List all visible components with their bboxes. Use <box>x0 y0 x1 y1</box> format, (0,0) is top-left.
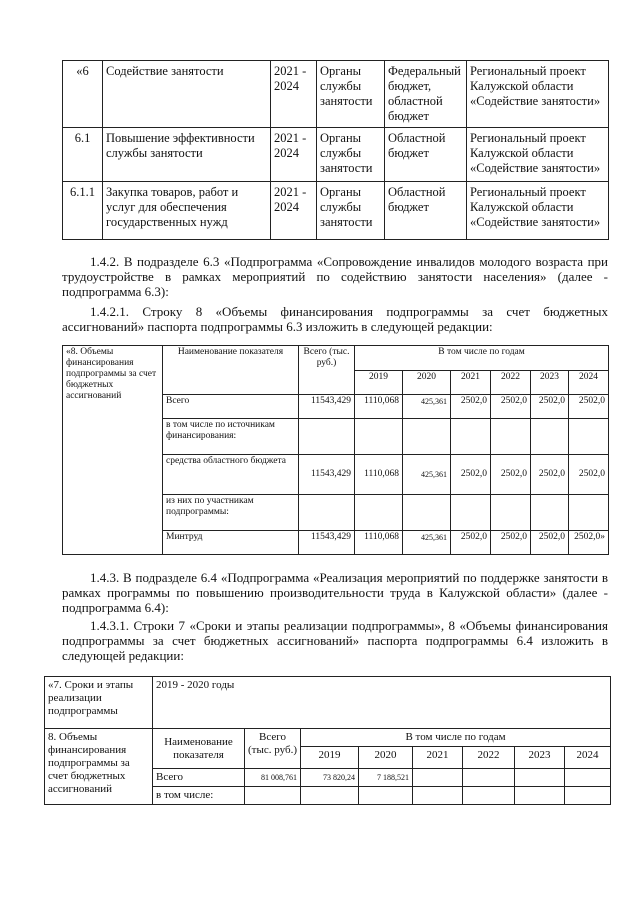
year-header: 2022 <box>491 371 531 395</box>
indicator-label: средства областного бюджета <box>163 455 299 495</box>
years-header: В том числе по годам <box>301 729 611 747</box>
total-header: Всего (тыс. руб.) <box>299 346 355 395</box>
indicator-label: Всего <box>153 769 245 787</box>
year-value: 2502,0 <box>569 455 609 495</box>
passport-table-6-4 <box>44 676 611 805</box>
year-header: 2024 <box>569 371 609 395</box>
year-value: 425,361 <box>403 531 451 555</box>
executor: Органы службы занятости <box>317 182 385 240</box>
year-value: 73 820,24 <box>301 769 359 787</box>
regional-project: Региональный проект Калужской области «Содействие занятости» <box>467 128 609 182</box>
indicator-label: в том числе: <box>153 787 245 805</box>
paragraph-1-4-2-1: 1.4.2.1. Строку 8 «Объемы финансирования подпрограммы за счет бюджетных ассигнований» паспорта подпрограммы 6.3 изложить в следующей редакции: <box>62 304 608 334</box>
year-value: 2502,0» <box>569 531 609 555</box>
activity-name: Закупка товаров, работ и услуг для обеспечения государственных нужд <box>103 182 271 240</box>
year-header: 2021 <box>413 747 463 769</box>
funding-source: Областной бюджет <box>385 182 467 240</box>
program-activities-table <box>62 60 609 240</box>
activity-name: Повышение эффективности службы занятости <box>103 128 271 182</box>
indicator-header: Наименование показателя <box>153 729 245 769</box>
row-label: «7. Сроки и этапы реализации подпрограммы <box>45 677 153 729</box>
regional-project: Региональный проект Калужской области «Содействие занятости» <box>467 182 609 240</box>
regional-project: Региональный проект Калужской области «Содействие занятости» <box>467 61 609 128</box>
indicator-label: Минтруд <box>163 531 299 555</box>
paragraph-1-4-3: 1.4.3. В подразделе 6.4 «Подпрограмма «Реализация мероприятий по поддержке занятости в рамках программы по повышению производительности труда в Калужской области» (далее - подпрограмма 6.4): <box>62 570 608 615</box>
total-value: 81 008,761 <box>245 769 301 787</box>
period-value: 2019 - 2020 годы <box>153 677 611 729</box>
row-number: «6 <box>63 61 103 128</box>
table-row <box>63 61 609 128</box>
total-value: 11543,429 <box>299 531 355 555</box>
year-value: 2502,0 <box>531 531 569 555</box>
indicator-label: в том числе по источникам финансирования: <box>163 419 299 455</box>
executor: Органы службы занятости <box>317 61 385 128</box>
row-number: 6.1 <box>63 128 103 182</box>
table-row <box>63 128 609 182</box>
paragraph-1-4-3-1: 1.4.3.1. Строки 7 «Сроки и этапы реализации подпрограммы», 8 «Объемы финансирования подпрограммы за счет бюджетных ассигнований» паспорта подпрограммы 6.4 изложить в следующей редакции: <box>62 618 608 663</box>
year-header: 2019 <box>355 371 403 395</box>
funding-table-6-3 <box>62 345 609 555</box>
year-value: 2502,0 <box>491 395 531 419</box>
row-label: «8. Объемы финансирования подпрограммы за счет бюджетных ассигнований <box>63 346 163 555</box>
period: 2021 - 2024 <box>271 182 317 240</box>
year-header: 2020 <box>359 747 413 769</box>
indicator-label: Всего <box>163 395 299 419</box>
period: 2021 - 2024 <box>271 128 317 182</box>
total-header: Всего (тыс. руб.) <box>245 729 301 769</box>
year-header: 2024 <box>565 747 611 769</box>
year-value: 2502,0 <box>491 531 531 555</box>
year-value: 425,361 <box>403 395 451 419</box>
year-value: 2502,0 <box>491 455 531 495</box>
year-header: 2023 <box>515 747 565 769</box>
funding-source: Областной бюджет <box>385 128 467 182</box>
year-value: 1110,068 <box>355 395 403 419</box>
period: 2021 - 2024 <box>271 61 317 128</box>
year-header: 2023 <box>531 371 569 395</box>
year-value: 2502,0 <box>451 395 491 419</box>
indicator-label: из них по участникам подпрограммы: <box>163 495 299 531</box>
year-header: 2019 <box>301 747 359 769</box>
years-header: В том числе по годам <box>355 346 609 371</box>
funding-source: Федеральный бюджет, областной бюджет <box>385 61 467 128</box>
year-value: 2502,0 <box>531 455 569 495</box>
year-header: 2022 <box>463 747 515 769</box>
row-label: 8. Объемы финансирования подпрограммы за счет бюджетных ассигнований <box>45 729 153 805</box>
total-value: 11543,429 <box>299 455 355 495</box>
table-row <box>63 182 609 240</box>
year-value: 2502,0 <box>531 395 569 419</box>
year-header: 2020 <box>403 371 451 395</box>
year-value: 2502,0 <box>451 455 491 495</box>
indicator-header: Наименование показателя <box>163 346 299 395</box>
year-value: 1110,068 <box>355 531 403 555</box>
executor: Органы службы занятости <box>317 128 385 182</box>
paragraph-1-4-2: 1.4.2. В подразделе 6.3 «Подпрограмма «Сопровождение инвалидов молодого возраста при трудоустройстве в рамках мероприятий по содействию занятости населения» (далее - подпрограмма 6.3): <box>62 254 608 299</box>
total-value: 11543,429 <box>299 395 355 419</box>
year-header: 2021 <box>451 371 491 395</box>
year-value: 2502,0 <box>569 395 609 419</box>
row-number: 6.1.1 <box>63 182 103 240</box>
activity-name: Содействие занятости <box>103 61 271 128</box>
year-value: 1110,068 <box>355 455 403 495</box>
year-value: 425,361 <box>403 455 451 495</box>
year-value: 7 188,521 <box>359 769 413 787</box>
year-value: 2502,0 <box>451 531 491 555</box>
